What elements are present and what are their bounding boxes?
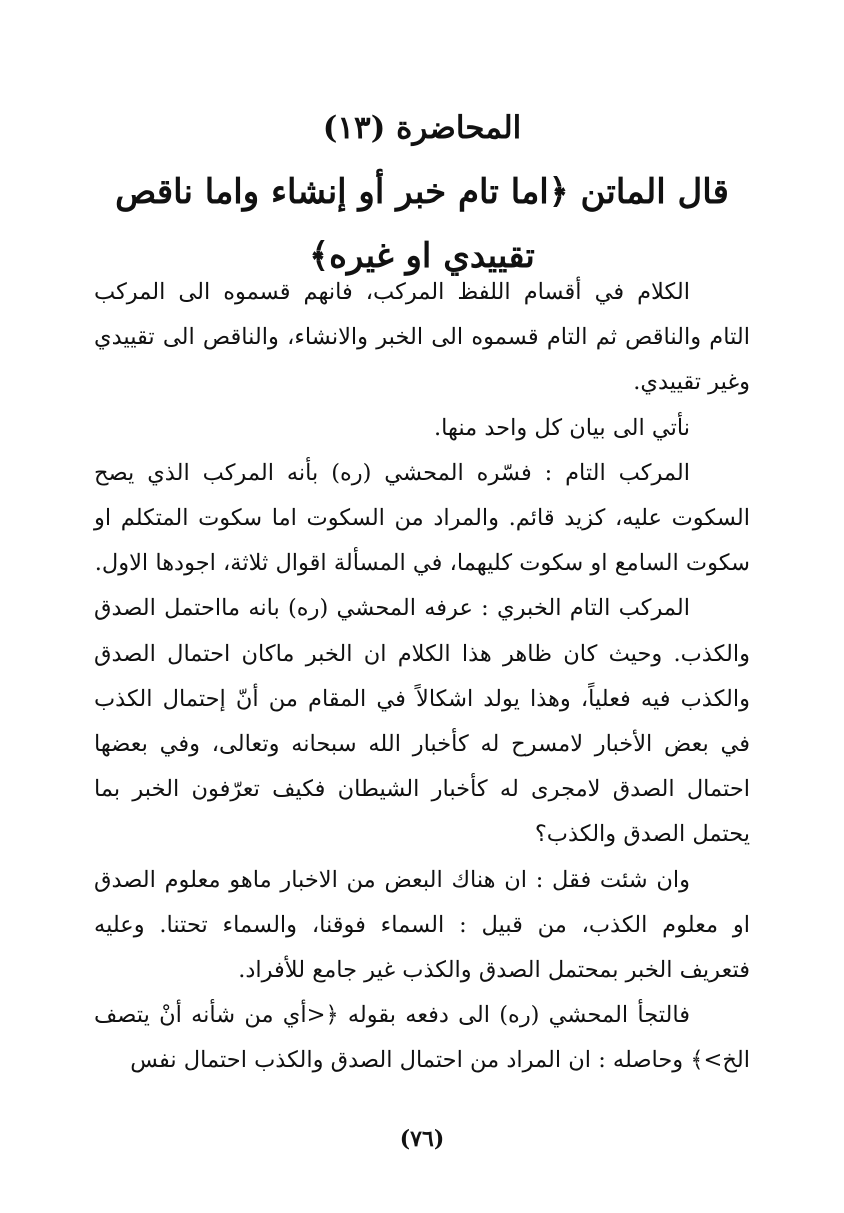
paragraph-resolution: فالتجأ المحشي (ره) الى دفعه بقوله ﴿<أي من شأنه أنْ يتصف الخ>﴾ وحاصله : ان المراد من احتمال الصدق والكذب احتمال نفس <box>94 1002 750 1074</box>
paragraph-complete-compound: المركب التام : فسّره المحشي (ره) بأنه المركب الذي يصح السكوت عليه، كزيد قائم. والمراد من السكوت اما سكوت المتكلم او سكوت السامع او سكوت كليهما، في المسألة اقوال ثلاثة، اجودها الاول. <box>94 459 750 577</box>
page-number: (٧٦) <box>399 1126 445 1152</box>
lecture-title: المحاضرة (١٣) <box>322 110 522 146</box>
paragraph-next: نأتي الى بيان كل واحد منها. <box>434 414 690 441</box>
paragraph-intro: الكلام في أقسام اللفظ المركب، فانهم قسموه الى المركب التام والناقص ثم التام قسموه الى الخبر والانشاء، والناقص الى تقييدي وغير تقييدي. <box>94 279 750 396</box>
main-heading: قال الماتن ﴿اما تام خبر أو إنشاء واما ناقص تقييدي او غيره﴾ <box>115 172 729 276</box>
paragraph-predicative-compound: المركب التام الخبري : عرفه المحشي (ره) بانه مااحتمل الصدق والكذب. وحيث كان ظاهر هذا الكلام ان الخبر ماكان احتمال الصدق والكذب فيه فعلياً، وهذا يولد اشكالاً في المقام من أنّ إحتمال الكذب في بعض الأخبار لامسرح له كأخبار الله سبحانه وتعالى، وفي بعضها احتمال الصدق لامجرى له كأخبار الشيطان فكيف تعرّفون الخبر بما يحتمل الصدق والكذب؟ <box>94 595 750 848</box>
paragraph-alternative: وان شئت فقل : ان هناك البعض من الاخبار ماهو معلوم الصدق او معلوم الكذب، من قبيل : السماء فوقنا، والسماء تحتنا. وعليه فتعريف الخبر بمحتمل الصدق والكذب غير جامع للأفراد. <box>94 866 750 984</box>
body-text <box>94 270 750 1084</box>
